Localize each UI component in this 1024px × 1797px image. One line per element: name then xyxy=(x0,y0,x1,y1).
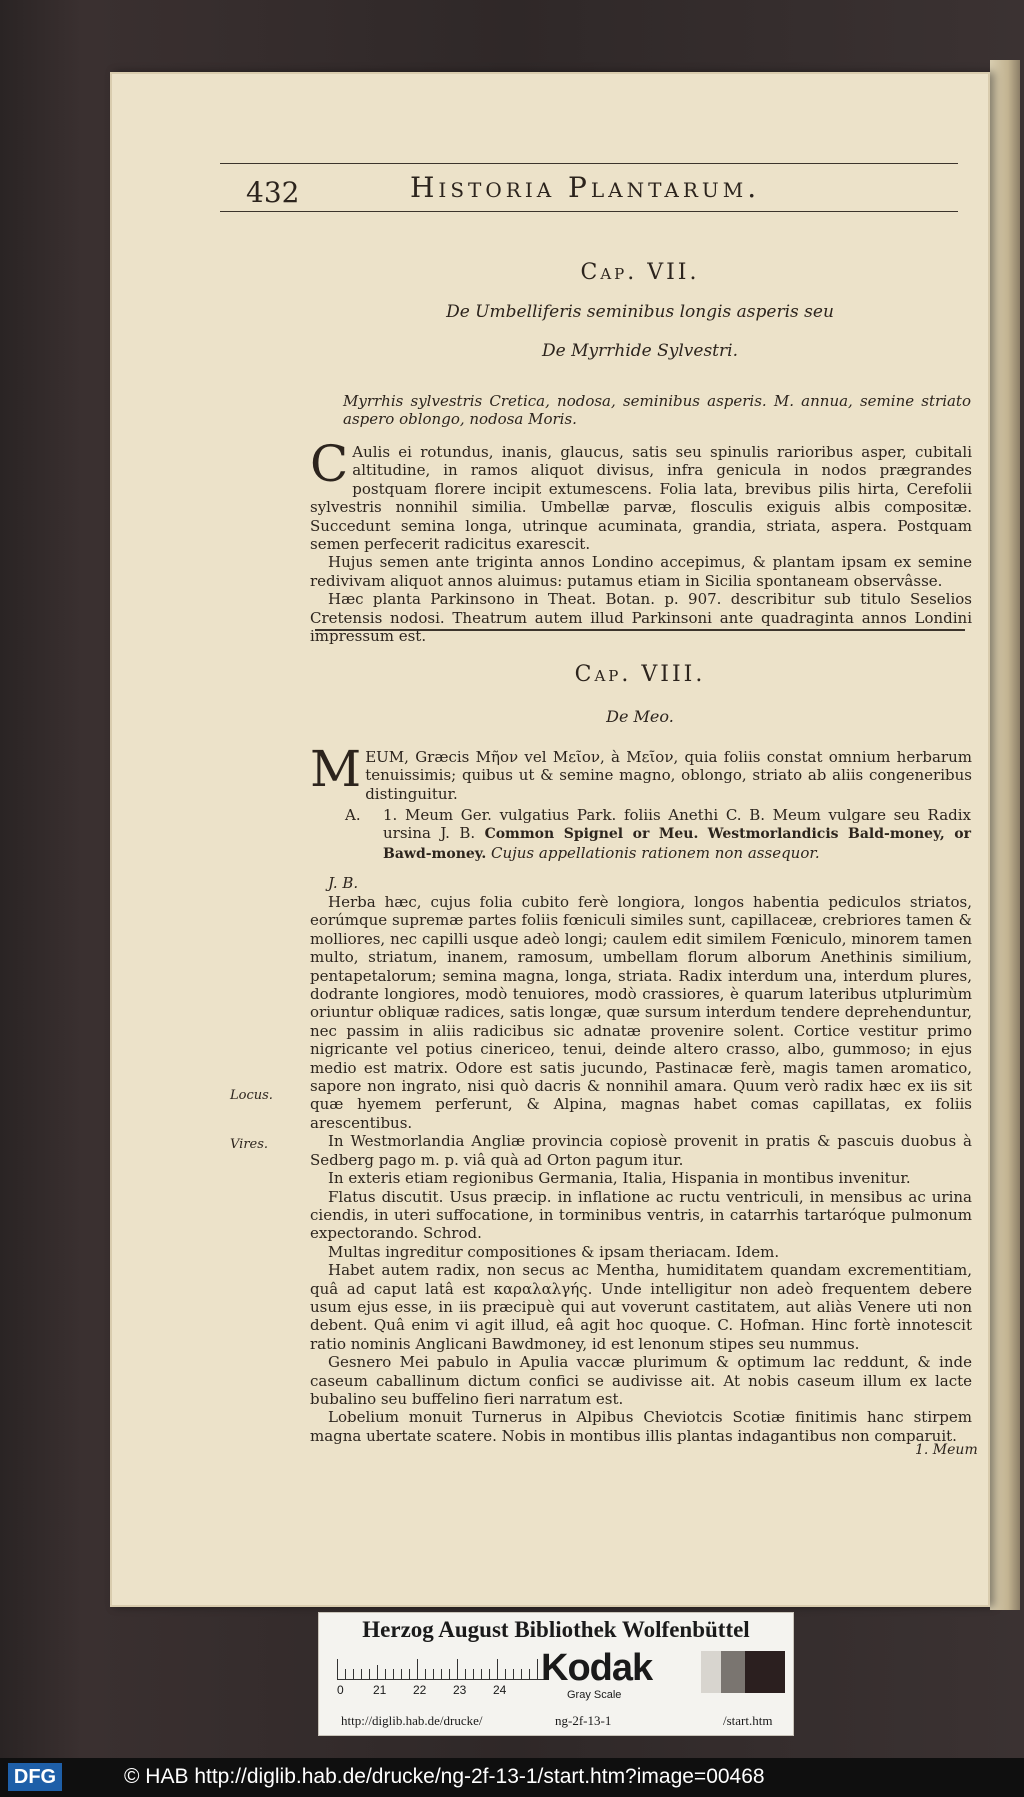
entry-english-name: Common Spignel or Meu. xyxy=(484,826,699,843)
running-title: Historia Plantarum. xyxy=(410,171,761,204)
chapter-7-body xyxy=(310,435,972,646)
entry-note: Cujus appellationis rationem non assequor. xyxy=(490,843,820,862)
book-page-edge xyxy=(990,60,1020,1610)
chapter-7-subtitle-2: De Myrrhide Sylvestri. xyxy=(542,341,738,361)
vires-text-3: Habet autem radix, non secus ac Mentha, humiditatem quandam excrementitiam, quâ ad caput latâ est καραλαλγής. Unde intelligitur non adeò frequentem debere usum ejus esse, in iis præcipuè qui aut voverunt castitatem, aut aliàs Venere uti non debent. Quâ enim vi agit illud, eâ agit hoc quoque. C. Hofman. Hinc fortè innotescit ratio nominis Anglicani Bawdmoney, id est lenonum stipes seu nummus. xyxy=(310,1261,972,1353)
vires-text-4: Gesnero Mei pabulo in Apulia vaccæ plurimum & optimum lac reddunt, & inde caseum caballinum dictum confici se audivisse ait. At nobis caseum illum ex lacte bubalino seu buffelino fieri narratum est. xyxy=(310,1353,972,1408)
locus-text-2: In exteris etiam regionibus Germania, Italia, Hispania in montibus invenitur. xyxy=(328,1169,911,1188)
target-url-id: ng-2f-13-1 xyxy=(555,1713,612,1728)
chapter-divider xyxy=(315,629,965,631)
jb-label: J. B. xyxy=(328,874,359,892)
chapter-8-intro-text: EUM, Græcis Μῆον vel Μεῖον, à Μεῖον, quia foliis constat omnium herbarum tenuissimis; quibus ut & semine magno, oblongo, striato ab aliis congeneribus distinguitur. xyxy=(365,748,972,803)
kodak-logo: Kodak xyxy=(541,1647,653,1689)
chapter-8-dropcap: M xyxy=(310,740,362,798)
chapter-7-dropcap: C xyxy=(310,435,349,493)
margin-note-vires: Vires. xyxy=(230,1137,269,1152)
chapter-8-body xyxy=(310,893,972,1445)
margin-note-locus: Locus. xyxy=(230,1088,273,1103)
locus-text-1: In Westmorlandia Angliæ provincia copiosè provenit in pratis & pascuis duobus à Sedberg pago m. p. viâ quà ad Orton pagum itur. xyxy=(310,1132,972,1169)
chapter-7-subtitle-1: De Umbelliferis seminibus longis asperis seu xyxy=(446,302,834,322)
entry-letter: A. xyxy=(345,806,361,824)
gray-scale-label: Gray Scale xyxy=(567,1689,622,1701)
chapter-8-description: Herba hæc, cujus folia cubito ferè longiora, longos habentia pediculos striatos, eorúmque supremæ partes foliis fœniculi similes sunt, capillaceæ, crebriores tamen & molliores, nec capilli usque adeò longi; caulem edit similem Fœniculo, minorem tamen multo, striatum, inanem, ramosum, umbellam florum alborum Anethinis similium, pentapetalorum; semina magna, longa, striata. Radix interdum una, interdum plures, dodrante longiores, modò tenuiores, modò crassiores, è quarum lateribus utplurimùm oriuntur obliquæ radices, satis longæ, quæ sursum interdum tendere deprehenduntur, nec passim in aliis radicibus sic adnatæ provenire solent. Cortice vestitur primo nigricante vel potius cinericeo, tenui, deinde altero crasso, albo, gummoso; in ejus medio est matrix. Odore est satis jucundo, Pastinacæ ferè, magis tamen aromatico, sapore non ingrato, nisi quò dacris & nonnihil amara. Quum verò radix hæc ex iis sit quæ hyemem perferunt, & Alpina, magnas habet comas capillatas, ex foliis arescentibus. xyxy=(310,893,972,1132)
chapter-7-para-3: Hæc planta Parkinsono in Theat. Botan. p. 907. describitur sub titulo Seselios Cretensis nodosi. Theatrum autem illud Parkinsoni ante quadraginta annos Londini impressum est. xyxy=(310,590,972,646)
target-url-page: /start.htm xyxy=(723,1713,773,1728)
chapter-8-intro xyxy=(310,740,972,803)
ruler-number: 21 xyxy=(373,1683,387,1697)
chapter-7-synonym: Myrrhis sylvestris Cretica, nodosa, seminibus asperis. M. annua, semine striato aspero oblongo, nodosa Moris. xyxy=(343,392,971,429)
vires-text-2: Multas ingreditur compositiones & ipsam theriacam. Idem. xyxy=(328,1242,780,1261)
gray-swatch-dark xyxy=(745,1651,785,1693)
library-name: Herzog August Bibliothek Wolfenbüttel xyxy=(362,1617,750,1642)
chapter-8-entry xyxy=(345,806,971,863)
ruler-number: 0 xyxy=(337,1683,344,1697)
copyright-link[interactable]: © HAB http://diglib.hab.de/drucke/ng-2f-13-1/start.htm?image=00468 xyxy=(124,1765,765,1788)
ruler-number: 22 xyxy=(413,1683,427,1697)
gray-swatch-light xyxy=(701,1651,721,1693)
color-target-card xyxy=(318,1612,794,1736)
target-url-base: http://diglib.hab.de/drucke/ xyxy=(341,1713,483,1728)
footer-bar xyxy=(0,1758,1024,1797)
measurement-ruler xyxy=(337,1653,547,1680)
catchword: 1. Meum xyxy=(915,1442,978,1458)
chapter-7-para-2: Hujus semen ante triginta annos Londino accepimus, & plantam ipsam ex semine redivivam aliquot annos aluimus: putamus etiam in Sicilia spontaneam observâsse. xyxy=(310,553,972,590)
page-number: 432 xyxy=(246,176,300,209)
entry-westmorland-name: Westmorlandicis Bald-money, or Bawd-money. xyxy=(383,826,971,862)
chapter-8-heading: Cap. VIII. xyxy=(574,662,706,687)
header-rule-bottom xyxy=(220,211,958,212)
chapter-7-para-1: Aulis ei rotundus, inanis, glaucus, satis seu spinulis rarioribus asper, cubitali altitudine, in ramos aliquot divisus, infra genicula in nodos prægrandes postquam florere incipit extumescens. Folia lata, brevibus pilis hirta, Cerefolii sylvestris nonnihil similia. Umbellæ parvæ, flosculis exiguis albis compositæ. Succedunt semina longa, utrinque acuminata, grandia, striata, aspera. Postquam semen perfecerit radicitus exarescit. xyxy=(310,443,972,554)
chapter-7-heading: Cap. VII. xyxy=(580,260,700,285)
dfg-logo: DFG xyxy=(8,1763,62,1791)
ruler-number: 24 xyxy=(493,1683,507,1697)
header-rule-top xyxy=(220,163,958,164)
gray-swatch-mid xyxy=(721,1651,745,1693)
chapter-8-subtitle: De Meo. xyxy=(606,707,674,726)
entry-text: 1. Meum Ger. vulgatius Park. foliis Anethi C. B. Meum vulgare seu Radix ursina J. B. xyxy=(383,806,971,843)
vires-text-5: Lobelium monuit Turnerus in Alpibus Cheviotcis Scotiæ finitimis hanc stirpem magna ubertate scatere. Nobis in montibus illis plantas indagantibus non comparuit. xyxy=(310,1408,972,1445)
ruler-number: 23 xyxy=(453,1683,467,1697)
vires-text-1: Flatus discutit. Usus præcip. in inflatione ac ructu ventriculi, in mensibus ac urina ciendis, in uteri suffocatione, in torminibus ventris, in catarrhis tartaróque pulmonum expectorando. Schrod. xyxy=(310,1187,972,1243)
